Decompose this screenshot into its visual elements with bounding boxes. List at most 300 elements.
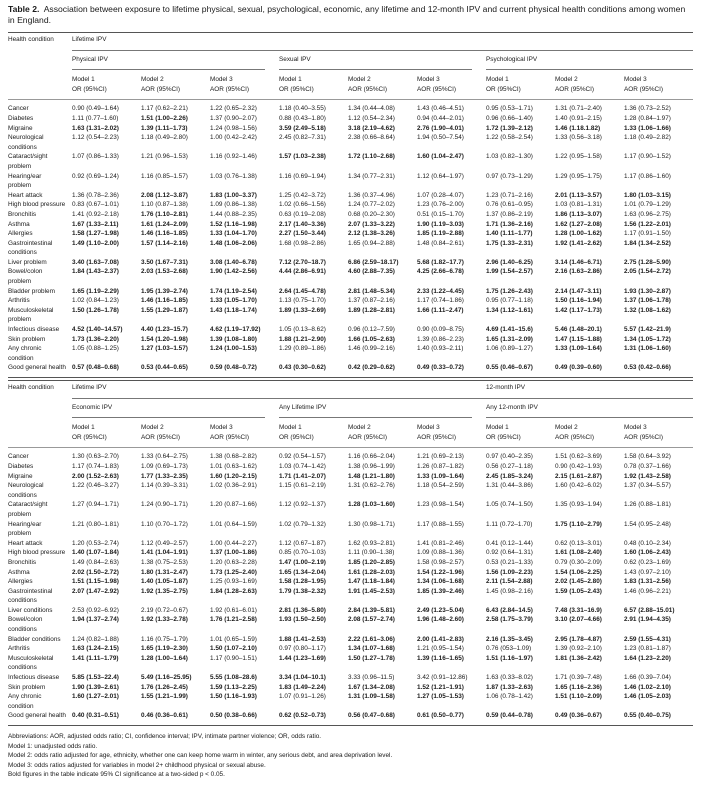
- odds-ratio-cell-significant: 1.40 (1.11–1.77): [486, 230, 533, 238]
- odds-ratio-cell-significant: 1.58 (1.27–1.98): [72, 230, 119, 238]
- odds-ratio-cell-significant: 1.65 (1.16–2.36): [555, 683, 602, 691]
- odds-ratio-cell-significant: 1.77 (1.33–2.35): [141, 472, 188, 480]
- model-name: Model 1: [279, 424, 302, 432]
- odds-ratio-cell-significant: 1.39 (1.16–1.65): [417, 654, 464, 662]
- odds-ratio-cell-significant: 1.48 (1.06–2.06): [210, 239, 257, 247]
- odds-ratio-cell-significant: 4.60 (2.88–7.35): [348, 268, 395, 276]
- odds-ratio-cell-significant: 2.91 (1.94–4.35): [624, 616, 671, 624]
- odds-ratio-cell-significant: 1.76 (1.10–2.81): [141, 210, 188, 218]
- health-condition-label: Hearing/ear problem: [8, 172, 42, 190]
- odds-ratio-cell: 1.37 (0.34–5.57): [624, 482, 671, 490]
- health-condition-label: Arthritis: [8, 297, 30, 305]
- odds-ratio-cell-significant: 1.39 (1.11–1.73): [141, 124, 188, 132]
- model-header: [72, 70, 141, 100]
- odds-ratio-cell-significant: 3.18 (2.19–4.62): [348, 124, 395, 132]
- odds-ratio-cell-significant: 1.33 (1.09–1.64): [555, 345, 602, 353]
- odds-ratio-cell-significant: 1.74 (1.19–2.54): [210, 287, 257, 295]
- odds-ratio-cell-significant: 1.71 (1.41–2.07): [279, 472, 326, 480]
- odds-ratio-cell: 1.63 (0.96–2.75): [624, 210, 671, 218]
- odds-ratio-cell-significant: 1.24 (1.00–1.53): [210, 345, 257, 353]
- odds-ratio-cell-significant: 2.49 (1.23–5.04): [417, 606, 464, 614]
- odds-ratio-cell-significant: 1.75 (1.33–2.31): [486, 239, 533, 247]
- odds-ratio-cell-significant: 6.57 (2.88–15.01): [624, 606, 675, 614]
- odds-ratio-cell: 0.68 (0.20–2.30): [348, 210, 395, 218]
- odds-ratio-cell: 1.21 (0.69–2.13): [417, 453, 464, 461]
- odds-ratio-cell-significant: 1.65 (1.31–2.09): [486, 335, 533, 343]
- odds-ratio-cell: 0.95 (0.53–1.71): [486, 105, 533, 113]
- table-caption: [8, 4, 693, 26]
- health-condition-label: Skin problem: [8, 335, 46, 343]
- model-header: [486, 418, 555, 448]
- odds-ratio-cell-significant: 0.43 (0.30–0.62): [279, 364, 326, 372]
- model-measure: AOR (95%CI): [555, 85, 595, 93]
- model-header: [624, 418, 693, 448]
- table-row: [8, 568, 693, 578]
- odds-ratio-cell-significant: 1.52 (1.21–1.91): [417, 683, 464, 691]
- odds-ratio-cell-significant: 2.03 (1.53–2.68): [141, 268, 188, 276]
- odds-ratio-cell-significant: 0.62 (0.52–0.73): [279, 712, 326, 720]
- odds-ratio-cell-significant: 1.46 (1.16–1.85): [141, 230, 188, 238]
- group-header-label: Economic IPV: [72, 403, 265, 419]
- odds-ratio-cell-significant: 0.50 (0.38–0.66): [210, 712, 257, 720]
- odds-ratio-cell: 1.05 (0.74–1.50): [486, 501, 533, 509]
- odds-ratio-cell-significant: 2.76 (1.90–4.01): [417, 124, 464, 132]
- odds-ratio-cell: 1.06 (0.89–1.27): [486, 345, 533, 353]
- table-row: [8, 481, 693, 500]
- odds-ratio-cell-significant: 1.33 (1.05–1.70): [210, 297, 257, 305]
- odds-ratio-cell: 1.37 (0.86–2.19): [486, 210, 533, 218]
- odds-ratio-cell: 0.76 (053–1.09): [486, 645, 532, 653]
- odds-ratio-cell: 1.24 (0.90–1.71): [141, 501, 188, 509]
- odds-ratio-cell: 1.65 (0.94–2.88): [348, 239, 395, 247]
- table-title: Association between exposure to lifetime physical, sexual, psychological, economic, any lifetime and 12-month IPV and current physical health conditions among women in England.: [8, 4, 686, 25]
- group-header: [72, 398, 279, 418]
- odds-ratio-cell: 1.21 (0.96–1.53): [141, 153, 188, 161]
- odds-ratio-cell: 2.19 (0.72–0.67): [141, 606, 188, 614]
- odds-ratio-cell: 1.24 (0.82–1.88): [72, 635, 119, 643]
- model-measure: AOR (95%CI): [348, 85, 388, 93]
- odds-ratio-cell-significant: 1.51 (1.00–2.26): [141, 114, 188, 122]
- odds-ratio-cell-significant: 1.84 (1.34–2.52): [624, 239, 671, 247]
- odds-ratio-cell-significant: 1.79 (1.38–2.32): [279, 587, 326, 595]
- model-header: [555, 70, 624, 100]
- table-row: [8, 287, 693, 297]
- odds-ratio-cell-significant: 2.07 (1.47–2.92): [72, 587, 119, 595]
- odds-ratio-cell: 0.41 (0.12–1.44): [486, 539, 533, 547]
- health-condition-label: Any chronic condition: [8, 693, 42, 710]
- table-row: [8, 462, 693, 472]
- odds-ratio-cell: 1.03 (0.81–1.31): [555, 201, 602, 209]
- odds-ratio-cell: 1.22 (0.65–2.32): [210, 105, 257, 113]
- odds-ratio-cell-significant: 2.17 (1.40–3.36): [279, 220, 326, 228]
- table-row: [8, 539, 693, 549]
- odds-ratio-cell: 1.30 (0.63–2.70): [72, 453, 119, 461]
- group-header-label: Any Lifetime IPV: [279, 403, 472, 419]
- odds-ratio-cell-significant: 1.94 (1.37–2.74): [72, 616, 119, 624]
- group-header: [72, 50, 279, 70]
- health-condition-label: Musculoskeletal conditions: [8, 654, 54, 672]
- health-condition-label: Migraine: [8, 472, 33, 480]
- odds-ratio-cell: 1.66 (0.39–7.04): [624, 674, 671, 682]
- health-condition-label: Bronchitis: [8, 558, 37, 566]
- model-name: Model 2: [348, 76, 371, 84]
- odds-ratio-cell-significant: 1.60 (1.20–2.15): [210, 472, 257, 480]
- odds-ratio-cell: 3.33 (0.96–11.5): [348, 674, 395, 682]
- odds-ratio-cell-significant: 1.51 (1.16–1.97): [486, 654, 533, 662]
- odds-ratio-cell: 1.10 (0.87–1.38): [141, 201, 188, 209]
- odds-ratio-cell-significant: 1.54 (1.22–1.96): [417, 568, 464, 576]
- odds-ratio-cell: 1.28 (0.84–1.97): [624, 114, 671, 122]
- odds-ratio-cell: 1.40 (0.93–2.11): [417, 345, 464, 353]
- odds-ratio-cell-significant: 4.44 (2.86–6.91): [279, 268, 326, 276]
- health-condition-label: Asthma: [8, 568, 30, 576]
- footnote: Bold figures in the table indicate 95% CI significance at a two-sided p < 0.05.: [8, 771, 225, 779]
- odds-ratio-cell-significant: 1.95 (1.39–2.74): [141, 287, 188, 295]
- odds-ratio-cell-significant: 0.49 (0.36–0.67): [555, 712, 602, 720]
- health-condition-label: Skin problem: [8, 683, 46, 691]
- odds-ratio-cell-significant: 1.84 (1.28–2.63): [210, 587, 257, 595]
- odds-ratio-cell-significant: 1.85 (1.19–2.88): [417, 230, 464, 238]
- odds-ratio-cell: 1.21 (0.80–1.81): [72, 520, 119, 528]
- odds-ratio-cell-significant: 1.48 (1.21–1.80): [348, 472, 395, 480]
- odds-ratio-cell: 1.18 (0.40–3.55): [279, 105, 326, 113]
- odds-ratio-cell: 1.46 (0.96–2.21): [624, 587, 671, 595]
- odds-ratio-cell-significant: 1.40 (1.05–1.87): [141, 578, 188, 586]
- odds-ratio-cell-significant: 5.46 (1.48–20.1): [555, 326, 602, 334]
- odds-ratio-cell: 1.43 (0.97–2.10): [624, 568, 671, 576]
- odds-ratio-cell: 1.10 (0.70–1.72): [141, 520, 188, 528]
- odds-ratio-cell: 1.68 (0.98–2.86): [279, 239, 326, 247]
- odds-ratio-cell: 1.45 (0.98–2.16): [486, 587, 533, 595]
- model-header: [141, 70, 210, 100]
- odds-ratio-cell: 1.22 (0.95–1.58): [555, 153, 602, 161]
- odds-ratio-cell-significant: 1.63 (1.31–2.02): [72, 124, 119, 132]
- model-name: Model 3: [624, 424, 647, 432]
- health-condition-label: Good general health: [8, 364, 66, 372]
- table-row: [8, 191, 693, 201]
- odds-ratio-cell: 1.39 (0.86–2.23): [417, 335, 464, 343]
- odds-ratio-cell-significant: 1.65 (1.34–2.04): [279, 568, 326, 576]
- health-condition-label: Diabetes: [8, 462, 34, 470]
- odds-ratio-cell-significant: 2.22 (1.61–3.06): [348, 635, 395, 643]
- model-measure: OR (95%CI): [486, 85, 521, 93]
- odds-ratio-cell-significant: 2.95 (1.78–4.87): [555, 635, 602, 643]
- odds-ratio-cell-significant: 3.40 (1.63–7.08): [72, 258, 119, 266]
- odds-ratio-cell: 1.38 (0.96–1.99): [348, 462, 395, 470]
- odds-ratio-cell-significant: 1.75 (1.10–2.79): [555, 520, 602, 528]
- odds-ratio-cell: 1.40 (0.91–2.15): [555, 114, 602, 122]
- odds-ratio-cell: 0.88 (0.43–1.80): [279, 114, 326, 122]
- odds-ratio-cell: 0.92 (0.54–1.57): [279, 453, 326, 461]
- model-header: [279, 70, 348, 100]
- odds-ratio-cell-significant: 1.50 (1.07–2.10): [210, 645, 257, 653]
- odds-ratio-cell-significant: 2.81 (1.36–5.80): [279, 606, 326, 614]
- table-row: [8, 692, 693, 711]
- odds-ratio-cell: 1.12 (0.49–2.57): [141, 539, 188, 547]
- health-condition-label: Infectious disease: [8, 326, 60, 334]
- odds-ratio-cell: 1.17 (0.91–1.50): [624, 230, 671, 238]
- odds-ratio-cell: 1.00 (0.42–2.42): [210, 134, 257, 142]
- health-condition-label: Gastrointestinal conditions: [8, 239, 53, 257]
- odds-ratio-cell: 1.37 (0.90–2.07): [210, 114, 257, 122]
- odds-ratio-cell: 1.18 (0.49–2.82): [624, 134, 671, 142]
- odds-ratio-cell-significant: 2.12 (1.38–3.26): [348, 230, 395, 238]
- odds-ratio-cell-significant: 0.59 (0.48–0.72): [210, 364, 257, 372]
- results-table-1: [8, 32, 693, 377]
- odds-ratio-cell: 1.26 (0.87–1.82): [417, 462, 464, 470]
- odds-ratio-cell-significant: 1.81 (1.36–2.42): [555, 654, 602, 662]
- health-condition-label: Hearing/ear problem: [8, 520, 42, 538]
- odds-ratio-cell-significant: 3.50 (1.67–7.31): [141, 258, 188, 266]
- odds-ratio-cell-significant: 4.40 (1.23–15.7): [141, 326, 188, 334]
- odds-ratio-cell-significant: 1.50 (1.27–1.78): [348, 654, 395, 662]
- odds-ratio-cell: 1.23 (0.81–1.87): [624, 645, 671, 653]
- odds-ratio-cell: 1.25 (0.93–1.69): [210, 578, 257, 586]
- group-header-label: Psychological IPV: [486, 55, 693, 71]
- table-row: [8, 325, 693, 335]
- odds-ratio-cell-significant: 1.58 (1.28–1.95): [279, 578, 326, 586]
- odds-ratio-cell-significant: 1.61 (1.08–2.40): [555, 549, 602, 557]
- odds-ratio-cell-significant: 2.14 (1.47–3.11): [555, 287, 602, 295]
- odds-ratio-cell-significant: 1.46 (1.18.1.82): [555, 124, 601, 132]
- odds-ratio-cell-significant: 1.92 (1.35–2.75): [141, 587, 188, 595]
- odds-ratio-cell: 1.41 (0.81–2.46): [417, 539, 464, 547]
- odds-ratio-cell-significant: 2.15 (1.61–2.87): [555, 472, 602, 480]
- odds-ratio-cell-significant: 1.59 (1.13–2.25): [210, 683, 257, 691]
- odds-ratio-cell-significant: 1.46 (1.02–2.10): [624, 683, 671, 691]
- model-name: Model 3: [624, 76, 647, 84]
- table-row: [8, 500, 693, 519]
- odds-ratio-cell-significant: 2.05 (1.54–2.72): [624, 268, 671, 276]
- odds-ratio-cell: 1.07 (0.91–1.26): [279, 693, 326, 701]
- odds-ratio-cell-significant: 6.43 (2.84–14.5): [486, 606, 533, 614]
- table-row: [8, 306, 693, 325]
- model-header: [486, 70, 555, 100]
- odds-ratio-cell: 1.43 (0.46–4.51): [417, 105, 464, 113]
- group-header: [279, 50, 486, 70]
- odds-ratio-cell: 2.45 (0.82–7.31): [279, 134, 326, 142]
- odds-ratio-cell-significant: 1.34 (1.06–1.68): [417, 578, 464, 586]
- odds-ratio-cell-significant: 7.48 (3.31–16.9): [555, 606, 602, 614]
- odds-ratio-cell-significant: 1.60 (1.27–2.01): [72, 693, 119, 701]
- health-condition-label: Musculoskeletal problem: [8, 306, 54, 324]
- odds-ratio-cell: 1.12 (0.54–2.23): [72, 134, 119, 142]
- odds-ratio-cell: 1.60 (0.42–6.02): [555, 482, 602, 490]
- table-row: [8, 210, 693, 220]
- group-header: [486, 398, 693, 418]
- odds-ratio-cell-significant: 1.64 (1.23–2.20): [624, 654, 671, 662]
- odds-ratio-cell-significant: 1.73 (1.25–2.40): [210, 568, 257, 576]
- odds-ratio-cell: 1.37 (0.87–2.16): [348, 297, 395, 305]
- odds-ratio-cell: 1.38 (0.68–2.82): [210, 453, 257, 461]
- odds-ratio-cell: 1.11 (0.77–1.60): [72, 114, 119, 122]
- model-measure: AOR (95%CI): [348, 433, 388, 441]
- odds-ratio-cell: 1.38 (0.75–2.53): [141, 558, 188, 566]
- odds-ratio-cell: 1.13 (0.75–1.70): [279, 297, 326, 305]
- odds-ratio-cell-significant: 1.57 (1.03–2.38): [279, 153, 326, 161]
- table-row: [8, 472, 693, 482]
- odds-ratio-cell: 0.56 (0.27–1.18): [486, 462, 533, 470]
- odds-ratio-cell-significant: 1.34 (1.05–1.72): [624, 335, 671, 343]
- odds-ratio-cell-significant: 1.56 (1.22–2.01): [624, 220, 671, 228]
- odds-ratio-cell: 1.33 (0.64–2.75): [141, 453, 188, 461]
- odds-ratio-cell-significant: 3.34 (1.04–10.1): [279, 674, 326, 682]
- odds-ratio-cell-significant: 7.12 (2.70–18.7): [279, 258, 326, 266]
- odds-ratio-cell: 0.97 (0.40–2.35): [486, 453, 533, 461]
- odds-ratio-cell-significant: 1.27 (1.05–1.53): [417, 693, 464, 701]
- group-header-label: Physical IPV: [72, 55, 265, 71]
- odds-ratio-cell-significant: 1.72 (1.39–2.12): [486, 124, 533, 132]
- odds-ratio-cell-significant: 1.62 (1.27–2.08): [555, 220, 602, 228]
- footnote: Model 1: unadjusted odds ratio.: [8, 742, 98, 750]
- odds-ratio-cell-significant: 2.58 (1.75–3.79): [486, 616, 533, 624]
- odds-ratio-cell: 0.96 (0.12–7.59): [348, 326, 395, 334]
- table-bottom-rule: [8, 725, 693, 726]
- table-bottom-rule: [8, 377, 693, 378]
- top-group-header: Lifetime IPV: [72, 384, 107, 391]
- odds-ratio-cell: 1.29 (0.95–1.75): [555, 172, 602, 180]
- odds-ratio-cell: 1.94 (0.50–7.54): [417, 134, 464, 142]
- odds-ratio-cell: 1.12 (0.92–1.37): [279, 501, 326, 509]
- odds-ratio-cell: 1.12 (0.67–1.87): [279, 539, 326, 547]
- odds-ratio-cell: 0.48 (0.10–2.34): [624, 539, 671, 547]
- model-measure: OR (95%CI): [486, 433, 521, 441]
- odds-ratio-cell-significant: 1.51 (1.10–2.09): [555, 693, 602, 701]
- odds-ratio-cell-significant: 1.76 (1.21–2.58): [210, 616, 257, 624]
- top-group-header: 12-month IPV: [486, 384, 526, 391]
- odds-ratio-cell-significant: 1.54 (1.06–2.25): [555, 568, 602, 576]
- odds-ratio-cell-significant: 1.73 (1.36–2.20): [72, 335, 119, 343]
- model-measure: AOR (95%CI): [417, 85, 457, 93]
- odds-ratio-cell-significant: 2.02 (1.50–2.72): [72, 568, 119, 576]
- odds-ratio-cell: 1.02 (0.84–1.23): [72, 297, 119, 305]
- odds-ratio-cell-significant: 2.11 (1.54–2.88): [486, 578, 533, 586]
- odds-ratio-cell: 1.23 (0.71–2.16): [486, 191, 533, 199]
- odds-ratio-cell-significant: 1.41 (1.04–1.91): [141, 549, 188, 557]
- odds-ratio-cell: 1.24 (0.77–2.02): [348, 201, 395, 209]
- odds-ratio-cell-significant: 1.32 (1.08–1.62): [624, 306, 671, 314]
- odds-ratio-cell-significant: 1.52 (1.16–1.98): [210, 220, 257, 228]
- model-name: Model 2: [141, 424, 164, 432]
- health-condition-label: Any chronic condition: [8, 345, 42, 362]
- odds-ratio-cell: 1.24 (0.98–1.56): [210, 124, 257, 132]
- odds-ratio-cell-significant: 1.90 (1.39–2.61): [72, 683, 119, 691]
- odds-ratio-cell: 1.31 (0.71–2.40): [555, 105, 602, 113]
- odds-ratio-cell-significant: 1.54 (1.20–1.98): [141, 335, 188, 343]
- odds-ratio-cell-significant: 1.96 (1.48–2.60): [417, 616, 464, 624]
- health-condition-label: Cataract/sight problem: [8, 153, 48, 170]
- odds-ratio-cell-significant: 1.34 (1.07–1.68): [348, 645, 395, 653]
- odds-ratio-cell-significant: 4.52 (1.40–14.57): [72, 326, 123, 334]
- model-name: Model 2: [555, 76, 578, 84]
- model-name: Model 3: [210, 76, 233, 84]
- odds-ratio-cell: 1.11 (0.90–1.38): [348, 549, 395, 557]
- odds-ratio-cell: 1.30 (0.98–1.71): [348, 520, 395, 528]
- odds-ratio-cell-significant: 1.61 (1.24–2.09): [141, 220, 188, 228]
- odds-ratio-cell-significant: 4.62 (1.19–17.92): [210, 326, 261, 334]
- model-name: Model 1: [486, 424, 509, 432]
- odds-ratio-cell-significant: 1.80 (1.31–2.47): [141, 568, 188, 576]
- model-measure: AOR (95%CI): [210, 85, 250, 93]
- model-name: Model 1: [279, 76, 302, 84]
- odds-ratio-cell: 1.48 (0.84–2.61): [417, 239, 464, 247]
- odds-ratio-cell: 0.92 (0.69–1.24): [72, 172, 119, 180]
- odds-ratio-cell-significant: 0.61 (0.50–0.77): [417, 712, 464, 720]
- odds-ratio-cell: 1.02 (0.79–1.32): [279, 520, 326, 528]
- row-header-label: Health condition: [8, 384, 54, 391]
- odds-ratio-cell-significant: 0.42 (0.29–0.62): [348, 364, 395, 372]
- table-row: [8, 363, 693, 377]
- odds-ratio-cell: 1.62 (0.93–2.81): [348, 539, 395, 547]
- odds-ratio-cell-significant: 1.50 (1.16–1.94): [555, 297, 602, 305]
- odds-ratio-cell: 1.09 (0.86–1.38): [210, 201, 257, 209]
- odds-ratio-cell-significant: 1.65 (1.19–2.29): [72, 287, 119, 295]
- odds-ratio-cell: 1.36 (0.73–2.52): [624, 105, 671, 113]
- odds-ratio-cell-significant: 1.93 (1.50–2.50): [279, 616, 326, 624]
- model-measure: AOR (95%CI): [624, 433, 664, 441]
- odds-ratio-cell-significant: 1.87 (1.33–2.63): [486, 683, 533, 691]
- odds-ratio-cell-significant: 1.55 (1.21–1.99): [141, 693, 188, 701]
- odds-ratio-cell: 1.03 (0.74–1.42): [279, 462, 326, 470]
- odds-ratio-cell: 1.71 (0.39–7.48): [555, 674, 602, 682]
- table-row: [8, 239, 693, 258]
- model-header: [555, 418, 624, 448]
- table-row: [8, 172, 693, 191]
- odds-ratio-cell-significant: 1.55 (1.29–1.87): [141, 306, 188, 314]
- odds-ratio-cell-significant: 2.84 (1.39–5.81): [348, 606, 395, 614]
- odds-ratio-cell-significant: 1.93 (1.30–2.87): [624, 287, 671, 295]
- odds-ratio-cell: 1.33 (0.56–3.18): [555, 134, 602, 142]
- odds-ratio-cell: 1.07 (0.86–1.33): [72, 153, 119, 161]
- odds-ratio-cell: 0.85 (0.70–1.03): [279, 549, 326, 557]
- odds-ratio-cell: 1.02 (0.36–2.91): [210, 482, 257, 490]
- odds-ratio-cell-significant: 2.33 (1.22–4.45): [417, 287, 464, 295]
- odds-ratio-cell-significant: 1.44 (1.23–1.69): [279, 654, 326, 662]
- health-condition-label: Good general health: [8, 712, 66, 720]
- table-row: [8, 152, 693, 171]
- odds-ratio-cell-significant: 5.85 (1.53–22.4): [72, 674, 119, 682]
- odds-ratio-cell: 1.12 (0.64–1.97): [417, 172, 464, 180]
- odds-ratio-cell-significant: 1.31 (1.06–1.60): [624, 345, 671, 353]
- odds-ratio-cell-significant: 2.45 (1.85–3.24): [486, 472, 533, 480]
- odds-ratio-cell: 1.22 (0.58–2.54): [486, 134, 533, 142]
- odds-ratio-cell-significant: 1.88 (1.21–2.90): [279, 335, 326, 343]
- odds-ratio-cell: 1.34 (0.44–4.08): [348, 105, 395, 113]
- odds-ratio-cell-significant: 1.83 (1.31–2.56): [624, 578, 671, 586]
- model-name: Model 2: [348, 424, 371, 432]
- odds-ratio-cell-significant: 1.63 (1.24–2.15): [72, 645, 119, 653]
- table-row: [8, 683, 693, 693]
- odds-ratio-cell: 0.78 (0.37–1.66): [624, 462, 671, 470]
- odds-ratio-cell-significant: 1.88 (1.41–2.53): [279, 635, 326, 643]
- odds-ratio-cell: 1.36 (0.37–4.96): [348, 191, 395, 199]
- odds-ratio-cell: 1.17 (0.90–1.51): [210, 654, 257, 662]
- odds-ratio-cell: 1.17 (0.74–1.83): [72, 462, 119, 470]
- odds-ratio-cell-significant: 1.80 (1.03–3.15): [624, 191, 671, 199]
- odds-ratio-cell: 1.06 (0.78–1.42): [486, 693, 533, 701]
- odds-ratio-cell-significant: 1.61 (1.28–2.03): [348, 568, 395, 576]
- odds-ratio-cell: 1.26 (0.88–1.81): [624, 501, 671, 509]
- model-header: [210, 70, 279, 100]
- odds-ratio-cell-significant: 2.02 (1.45–2.80): [555, 578, 602, 586]
- health-condition-label: Diabetes: [8, 114, 34, 122]
- odds-ratio-cell-significant: 1.27 (1.03–1.57): [141, 345, 188, 353]
- odds-ratio-cell-significant: 3.59 (2.49–5.18): [279, 124, 326, 132]
- odds-ratio-cell: 1.17 (0.74–1.86): [417, 297, 464, 305]
- odds-ratio-cell: 1.17 (0.90–1.52): [624, 153, 671, 161]
- odds-ratio-cell-significant: 3.10 (2.07–4.66): [555, 616, 602, 624]
- odds-ratio-cell: 1.22 (0.46–3.27): [72, 482, 119, 490]
